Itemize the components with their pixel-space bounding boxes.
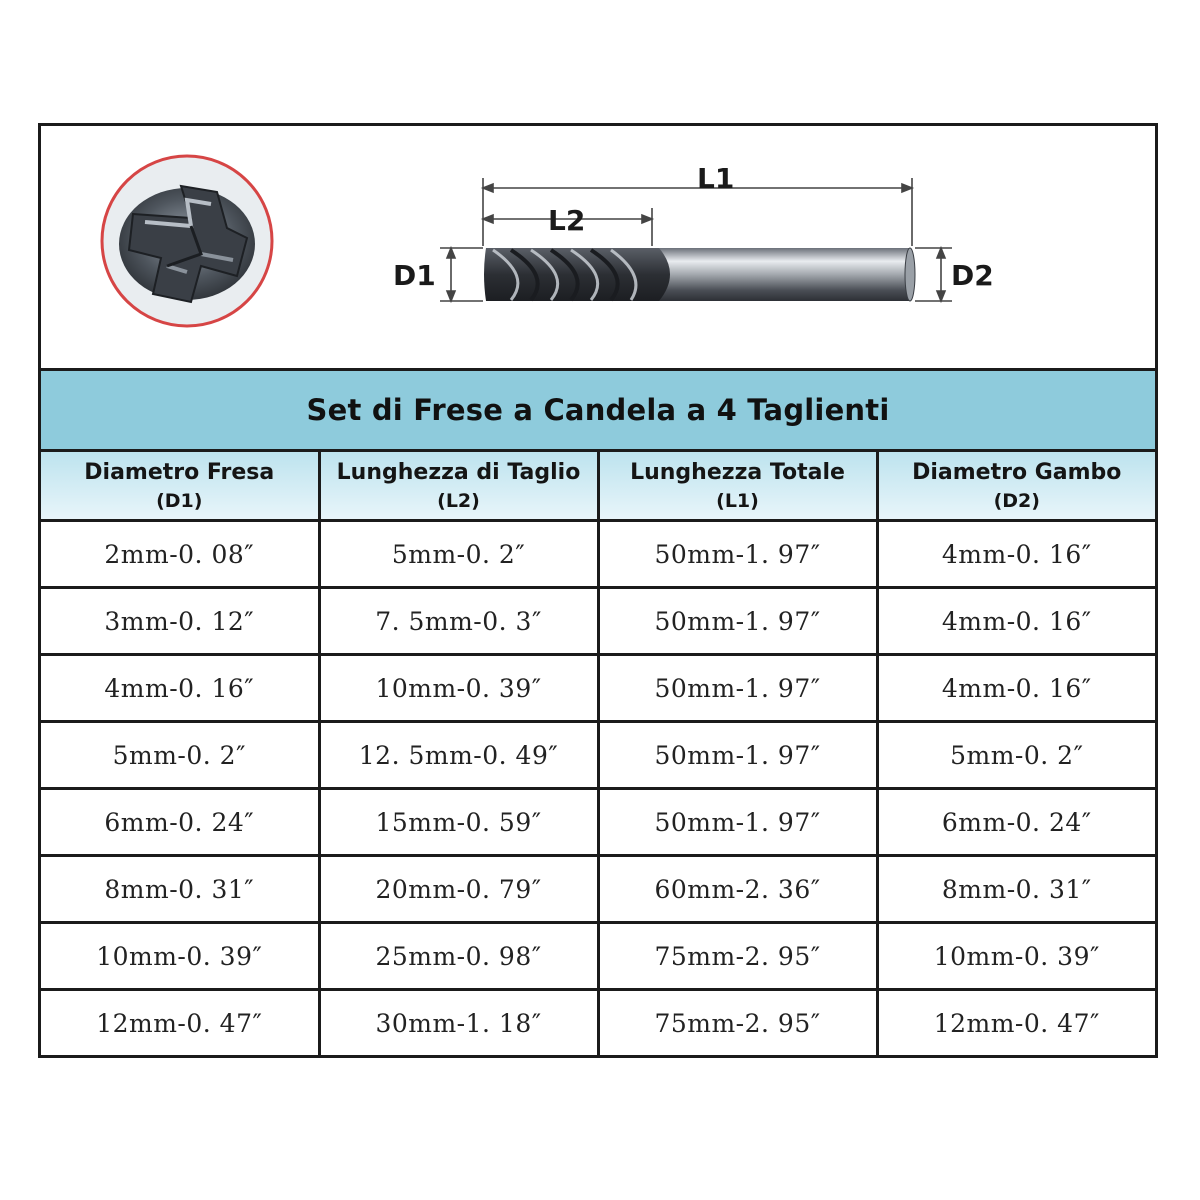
cell-l2: 5mm-0. 2″ [319,521,598,588]
table-row [41,722,1155,789]
column-title: Diametro Gambo [912,459,1122,485]
diagram-area [41,126,1155,368]
cell-d2: 5mm-0. 2″ [877,722,1155,789]
cell-l1: 75mm-2. 95″ [598,990,877,1056]
cell-d1: 10mm-0. 39″ [41,923,319,990]
column-subtitle: (L2) [437,489,480,512]
cell-l2: 12. 5mm-0. 49″ [319,722,598,789]
column-header-d1 [41,452,319,521]
column-subtitle: (D2) [993,489,1040,512]
end-mill-tool [484,248,915,301]
cell-d1: 4mm-0. 16″ [41,655,319,722]
cell-l2: 30mm-1. 18″ [319,990,598,1056]
column-title: Lunghezza Totale [630,459,845,485]
table-row [41,990,1155,1056]
cell-l1: 50mm-1. 97″ [598,722,877,789]
cell-l2: 7. 5mm-0. 3″ [319,588,598,655]
cell-l2: 25mm-0. 98″ [319,923,598,990]
cell-d2: 8mm-0. 31″ [877,856,1155,923]
label-l1: L1 [697,162,735,195]
cell-l1: 60mm-2. 36″ [598,856,877,923]
header-row [41,452,1155,521]
cell-l1: 75mm-2. 95″ [598,923,877,990]
cell-d1: 5mm-0. 2″ [41,722,319,789]
label-l2: L2 [548,204,586,237]
column-header-d2 [877,452,1155,521]
table-row [41,923,1155,990]
page-title: Set di Frese a Candela a 4 Taglienti [306,393,890,427]
cell-l1: 50mm-1. 97″ [598,588,877,655]
cell-d1: 3mm-0. 12″ [41,588,319,655]
label-d2: D2 [951,259,994,292]
table-row [41,856,1155,923]
end-mill-diagram [41,126,1155,368]
column-subtitle: (L1) [716,489,759,512]
cell-l1: 50mm-1. 97″ [598,521,877,588]
column-title: Lunghezza di Taglio [336,459,581,485]
cell-d1: 12mm-0. 47″ [41,990,319,1056]
cell-l2: 20mm-0. 79″ [319,856,598,923]
table-row [41,789,1155,856]
spec-table [41,452,1155,1055]
cell-d2: 12mm-0. 47″ [933,1008,1100,1038]
column-subtitle: (D1) [156,489,203,512]
table-row [41,588,1155,655]
table-row [41,521,1155,588]
end-mill-tip-photo [102,156,272,326]
cell-d2: 4mm-0. 16″ [877,521,1155,588]
title-band [41,368,1155,452]
cell-d2: 6mm-0. 24″ [877,789,1155,856]
cell-l1: 50mm-1. 97″ [598,655,877,722]
cell-d2: 10mm-0. 39″ [877,923,1155,990]
column-header-l1 [598,452,877,521]
column-header-l2 [319,452,598,521]
cell-l1: 50mm-1. 97″ [598,789,877,856]
cell-d2: 4mm-0. 16″ [877,655,1155,722]
table-row [41,655,1155,722]
cell-d1: 8mm-0. 31″ [41,856,319,923]
cell-d1: 6mm-0. 24″ [41,789,319,856]
cell-l2: 15mm-0. 59″ [319,789,598,856]
label-d1: D1 [393,259,436,292]
spec-sheet-frame [38,123,1158,1058]
cell-l2: 10mm-0. 39″ [319,655,598,722]
column-title: Diametro Fresa [84,459,275,485]
cell-d2: 4mm-0. 16″ [877,588,1155,655]
cell-d1: 2mm-0. 08″ [41,521,319,588]
